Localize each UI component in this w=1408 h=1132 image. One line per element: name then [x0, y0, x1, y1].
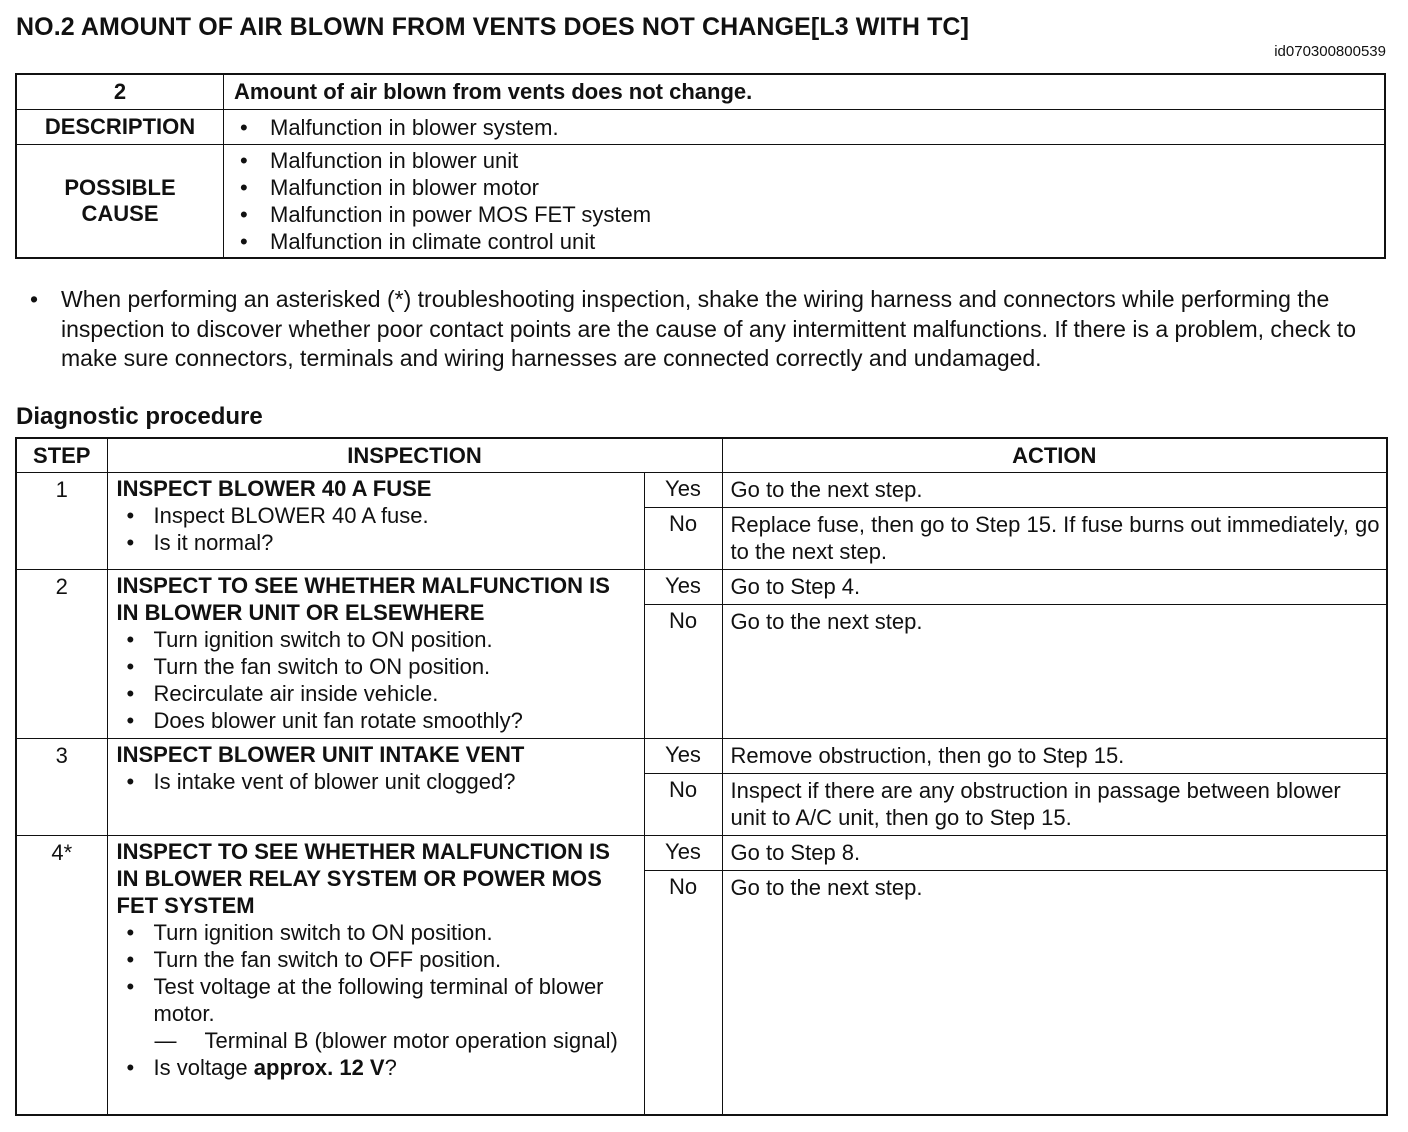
no-label: No	[644, 774, 722, 836]
symptom-summary-table	[15, 73, 1386, 259]
list-item: • Malfunction in power MOS FET system	[238, 201, 1384, 228]
no-action: Go to the next step.	[722, 605, 1387, 739]
possible-cause-list	[224, 145, 1384, 257]
symptom-text: Amount of air blown from vents does not change.	[224, 74, 1386, 110]
voltage-question-suffix: ?	[384, 1055, 397, 1080]
list-item: • Malfunction in blower system.	[238, 114, 1384, 141]
description-cell	[224, 110, 1386, 145]
document-id: id070300800539	[1274, 43, 1386, 60]
yes-label: Yes	[644, 570, 722, 605]
step-inspection	[107, 570, 644, 739]
step-number: 4*	[16, 836, 107, 1116]
no-label: No	[644, 605, 722, 739]
list-item: • Malfunction in blower unit	[238, 147, 1384, 174]
step-row-3-yes	[16, 739, 1387, 774]
yes-action: Go to Step 8.	[722, 836, 1387, 871]
page-title: NO.2 AMOUNT OF AIR BLOWN FROM VENTS DOES NOT CHANGE[L3 WITH TC]	[16, 13, 970, 41]
description-list	[224, 112, 1384, 143]
step-inspection	[107, 473, 644, 570]
possible-cause-label	[16, 145, 224, 259]
diagnostic-header-row	[16, 438, 1387, 473]
note-text: When performing an asterisked (*) troubleshooting inspection, shake the wiring harness and connectors while performing the inspection to discover whether poor contact points are the cause of any intermittent malfunctions. If there is a problem, check to make sure connectors, terminals and wiring harnesses are connected correctly and undamaged.	[61, 286, 1357, 371]
inspection-items	[117, 768, 638, 795]
column-header-step: STEP	[16, 438, 107, 473]
inspection-items	[117, 919, 638, 1027]
possible-cause-label-line1: POSSIBLE	[64, 175, 176, 200]
step-inspection	[107, 739, 644, 836]
list-item: • Malfunction in blower motor	[238, 174, 1384, 201]
description-label: DESCRIPTION	[16, 110, 224, 145]
list-item: • Turn ignition switch to ON position.	[125, 919, 638, 946]
list-item	[125, 1054, 638, 1081]
list-item: • Test voltage at the following terminal of blower motor.	[125, 973, 638, 1027]
step-number: 2	[16, 570, 107, 739]
no-action: Go to the next step.	[722, 871, 1387, 1116]
summary-row-possible-cause	[16, 145, 1385, 259]
list-item: • Recirculate air inside vehicle.	[125, 680, 638, 707]
symptom-number: 2	[16, 74, 224, 110]
inspection-title: INSPECT BLOWER UNIT INTAKE VENT	[116, 742, 525, 767]
inspection-title: INSPECT BLOWER 40 A FUSE	[116, 476, 432, 501]
diagnostic-heading: Diagnostic procedure	[16, 403, 263, 430]
step-inspection	[107, 836, 644, 1116]
list-item: • Malfunction in climate control unit	[238, 228, 1384, 255]
inspection-title: INSPECT TO SEE WHETHER MALFUNCTION IS IN BLOWER RELAY SYSTEM OR POWER MOS FET SYSTEM	[116, 839, 610, 918]
possible-cause-label-line2: CAUSE	[81, 201, 159, 226]
voltage-question-prefix: Is voltage	[153, 1055, 254, 1080]
list-item: • Inspect BLOWER 40 A fuse.	[125, 502, 638, 529]
no-label: No	[644, 871, 722, 1116]
list-item: • Turn the fan switch to ON position.	[125, 653, 638, 680]
inspection-items	[117, 502, 638, 556]
terminal-sub-item	[117, 1027, 638, 1054]
yes-action: Go to the next step.	[722, 473, 1387, 508]
no-action: Inspect if there are any obstruction in passage between blower unit to A/C unit, then go to Step 15.	[722, 774, 1387, 836]
yes-label: Yes	[644, 473, 722, 508]
diagnostic-table	[15, 437, 1388, 1116]
list-item: • Is it normal?	[125, 529, 638, 556]
inspection-items	[117, 626, 638, 734]
step-row-2-yes	[16, 570, 1387, 605]
step-number: 1	[16, 473, 107, 570]
no-action: Replace fuse, then go to Step 15. If fuse burns out immediately, go to the next step.	[722, 508, 1387, 570]
summary-row-description	[16, 110, 1385, 145]
column-header-inspection: INSPECTION	[107, 438, 722, 473]
dash-marker: —	[154, 1028, 177, 1053]
inspection-note	[30, 285, 1390, 374]
step-row-1-yes	[16, 473, 1387, 508]
list-item: • Is intake vent of blower unit clogged?	[125, 768, 638, 795]
note-bullet: •	[30, 286, 39, 312]
summary-row-symptom	[16, 74, 1385, 110]
yes-label: Yes	[644, 739, 722, 774]
inspection-title: INSPECT TO SEE WHETHER MALFUNCTION IS IN BLOWER UNIT OR ELSEWHERE	[116, 573, 610, 625]
yes-action: Go to Step 4.	[722, 570, 1387, 605]
yes-label: Yes	[644, 836, 722, 871]
inspection-final-item	[117, 1054, 638, 1081]
yes-action: Remove obstruction, then go to Step 15.	[722, 739, 1387, 774]
column-header-action: ACTION	[722, 438, 1387, 473]
list-item: • Does blower unit fan rotate smoothly?	[125, 707, 638, 734]
no-label: No	[644, 508, 722, 570]
step-number: 3	[16, 739, 107, 836]
list-item: • Turn the fan switch to OFF position.	[125, 946, 638, 973]
terminal-text: Terminal B (blower motor operation signal)	[204, 1028, 618, 1053]
voltage-value: approx. 12 V	[253, 1055, 385, 1080]
possible-cause-cell	[224, 145, 1386, 259]
step-row-4-yes	[16, 836, 1387, 871]
list-item: • Turn ignition switch to ON position.	[125, 626, 638, 653]
